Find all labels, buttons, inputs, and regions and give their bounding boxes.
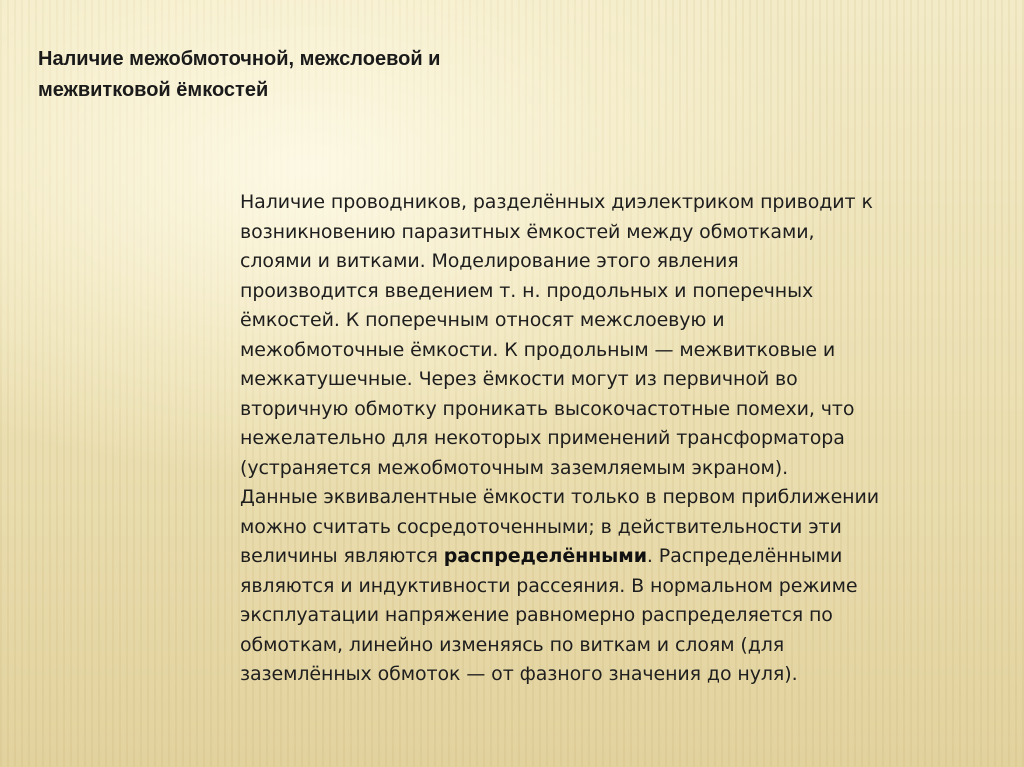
text-line: возникновению паразитных ёмкостей между обмотками, xyxy=(240,220,815,243)
slide-title xyxy=(38,44,558,106)
body-paragraph xyxy=(240,188,960,690)
text-line: вторичную обмотку проникать высокочастотные помехи, что xyxy=(240,397,855,420)
text-line: можно считать сосредоточенными; в действительности эти xyxy=(240,515,842,538)
text-line: заземлённых обмоток — от фазного значения до нуля). xyxy=(240,663,798,685)
title-line: межвитковой ёмкостей xyxy=(38,79,269,101)
text-line: обмоткам, линейно изменяясь по виткам и слоям (для xyxy=(240,633,785,656)
text-line: межобмоточные ёмкости. К продольным — межвитковые и xyxy=(240,338,836,361)
text-line: эксплуатации напряжение равномерно распределяется по xyxy=(240,604,833,626)
text-segment: . Распределёнными xyxy=(646,545,843,567)
text-segment: величины являются xyxy=(240,545,444,567)
text-line: (устраняется межобмоточным заземляемым экраном). xyxy=(240,456,789,479)
text-line: межкатушечные. Через ёмкости могут из первичной во xyxy=(240,368,798,390)
text-line: являются и индуктивности рассеяния. В нормальном режиме xyxy=(240,574,858,597)
text-line: Данные эквивалентные ёмкости только в первом приближении xyxy=(240,486,879,508)
text-line: слоями и витками. Моделирование этого явления xyxy=(240,250,739,272)
text-line: ёмкостей. К поперечным относят межслоевую и xyxy=(240,309,725,331)
text-line: производится введением т. н. продольных и поперечных xyxy=(240,279,814,302)
text-line-with-emphasis xyxy=(240,542,960,572)
text-line: нежелательно для некоторых применений трансформатора xyxy=(240,427,845,449)
title-line: Наличие межобмоточной, межслоевой и xyxy=(38,48,441,70)
text-line: Наличие проводников, разделённых диэлектриком приводит к xyxy=(240,191,873,213)
emphasis-distributed: распределёнными xyxy=(443,545,647,567)
